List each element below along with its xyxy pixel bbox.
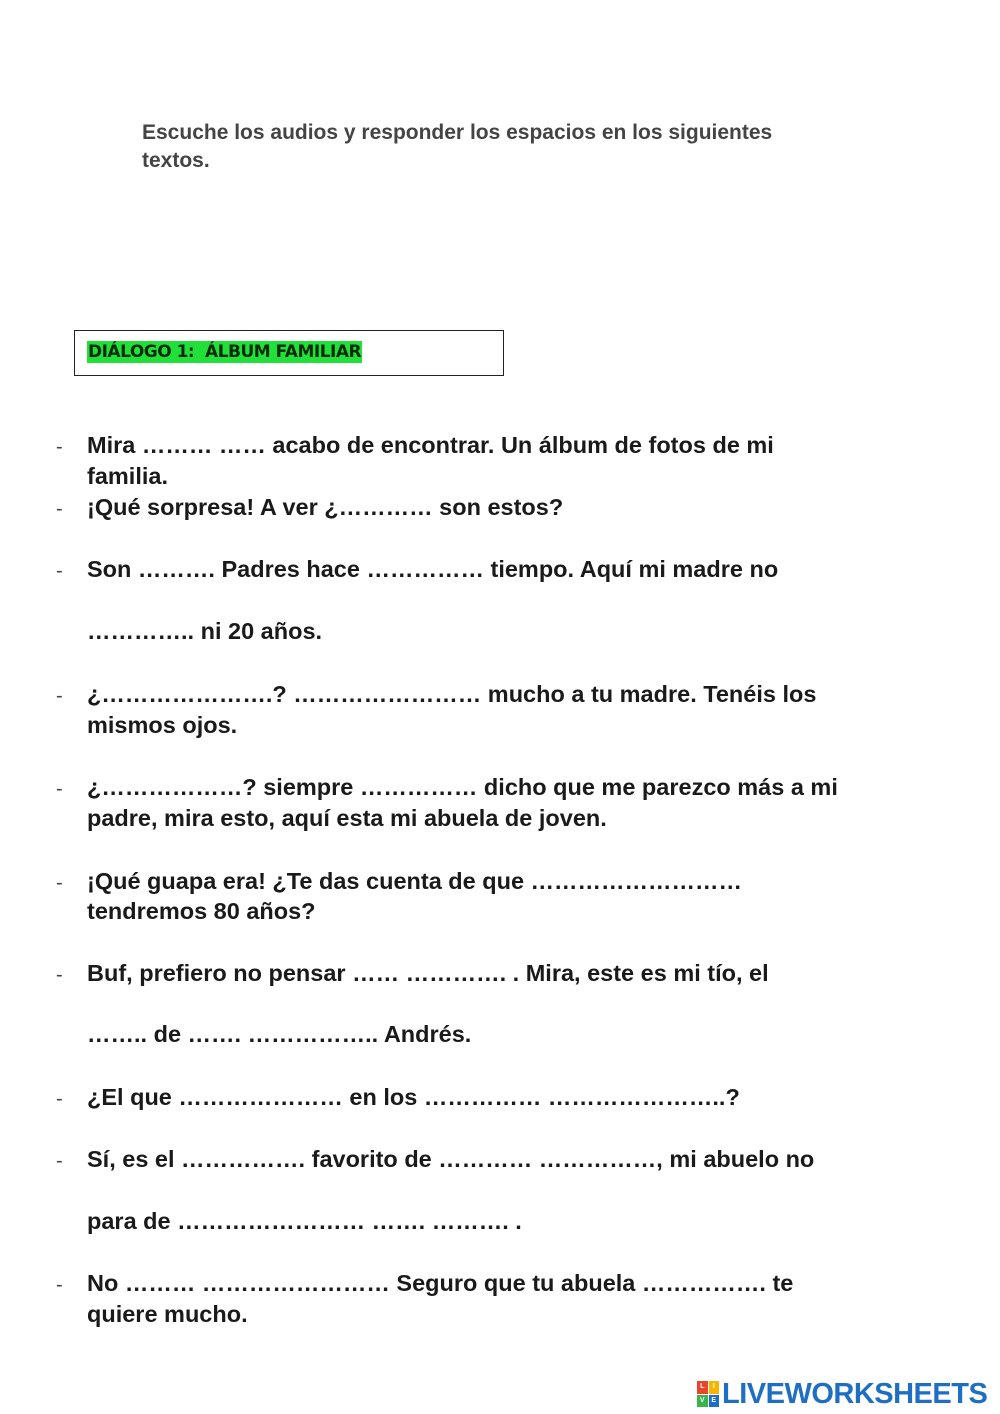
- dialogue-line: …….. de ……. …………….. Andrés.: [87, 1021, 472, 1047]
- dialogue-line: ¿El que ………………… en los …………… …………………..?: [87, 1084, 740, 1110]
- dialogue-line: ………….. ni 20 años.: [87, 618, 323, 644]
- liveworksheets-logo[interactable]: [697, 1374, 987, 1414]
- dialogue-line: quiere mucho.: [87, 1301, 248, 1327]
- dialogue-line: Son ………. Padres hace …………… tiempo. Aquí mi madre no: [87, 556, 779, 582]
- instructions-line-2: textos.: [142, 149, 210, 172]
- dialogue-line: mismos ojos.: [87, 712, 238, 738]
- dialogue-line: familia.: [87, 463, 168, 489]
- bullet-dash: -: [56, 872, 63, 894]
- dialogue-line: ¡Qué sorpresa! A ver ¿………… son estos?: [87, 494, 564, 520]
- bullet-dash: -: [56, 778, 63, 800]
- bullet-dash: -: [56, 560, 63, 582]
- logo-text: LIVEWORKSHEETS: [722, 1377, 988, 1410]
- logo-badge-letter: I: [709, 1381, 720, 1394]
- dialogue-line: tendremos 80 años?: [87, 898, 316, 924]
- bullet-dash: -: [56, 498, 63, 520]
- logo-badge-icon: [697, 1381, 719, 1407]
- dialogue-line: ¡Qué guapa era! ¿Te das cuenta de que ………………………: [87, 868, 743, 894]
- dialogue-line: No ……… …………………… Seguro que tu abuela ……………. te: [87, 1270, 794, 1296]
- bullet-dash: -: [56, 1088, 63, 1110]
- dialogue-line: padre, mira esto, aquí esta mi abuela de joven.: [87, 805, 607, 831]
- logo-badge-letter: L: [697, 1381, 708, 1394]
- dialogue-line: Sí, es el ……………. favorito de ………… ……………, mi abuelo no: [87, 1146, 815, 1172]
- bullet-dash: -: [56, 436, 63, 458]
- dialogue-line: para de …………………… ……. ………. .: [87, 1208, 522, 1234]
- bullet-dash: -: [56, 1150, 63, 1172]
- instructions-line-1: Escuche los audios y responder los espacios en los siguientes: [142, 121, 773, 144]
- dialogue-title: DIÁLOGO 1: ÁLBUM FAMILIAR: [88, 342, 362, 362]
- logo-badge-letter: E: [709, 1395, 720, 1408]
- dialogue-line: Buf, prefiero no pensar …… …………. . Mira, este es mi tío, el: [87, 960, 769, 986]
- bullet-dash: -: [56, 964, 63, 986]
- dialogue-line: Mira ……… …… acabo de encontrar. Un álbum de fotos de mi: [87, 432, 774, 458]
- bullet-dash: -: [56, 685, 63, 707]
- instructions: [142, 119, 862, 175]
- logo-badge-letter: V: [697, 1395, 708, 1408]
- title-box: [74, 330, 504, 376]
- dialogue-line: ¿………………….? …………………… mucho a tu madre. Tenéis los: [87, 681, 817, 707]
- bullet-dash: -: [56, 1274, 63, 1296]
- dialogue-line: ¿………………? siempre …………… dicho que me parezco más a mi: [87, 774, 838, 800]
